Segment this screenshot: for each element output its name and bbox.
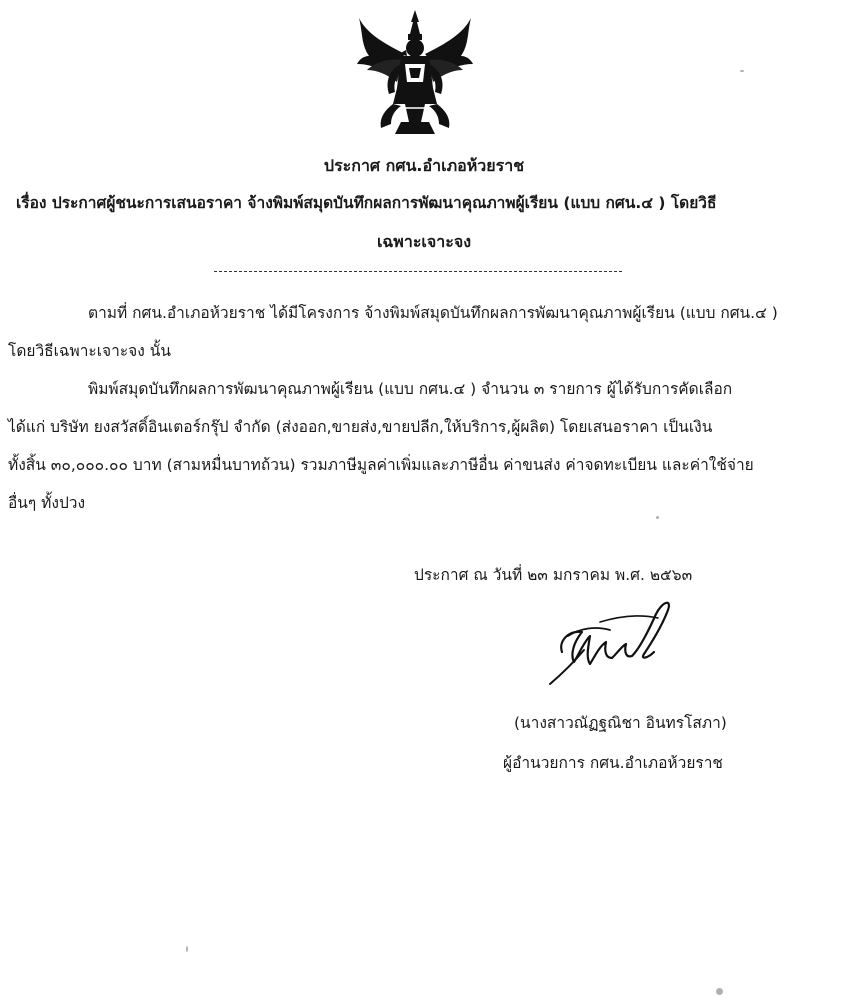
body-paragraph-1-line-1: ตามที่ กศน.อำเภอห้วยราช ได้มีโครงการ จ้างพิมพ์สมุดบันทึกผลการพัฒนาคุณภาพผู้เรียน (แบบ กศน.๔ ) <box>88 304 778 322</box>
scan-speck <box>656 516 659 519</box>
announcement-date: ประกาศ ณ วันที่ ๒๓ มกราคม พ.ศ. ๒๕๖๓ <box>414 566 693 584</box>
dashed-divider <box>214 271 622 272</box>
body-paragraph-2-line-3: ทั้งสิ้น ๓๐,๐๐๐.๐๐ บาท (สามหมื่นบาทถ้วน) รวมภาษีมูลค่าเพิ่มและภาษีอื่น ค่าขนส่ง ค่าจดทะเบียน และค่าใช้จ่าย <box>8 456 754 474</box>
scan-speck <box>740 70 744 72</box>
subject-line: เรื่อง ประกาศผู้ชนะการเสนอราคา จ้างพิมพ์สมุดบันทึกผลการพัฒนาคุณภาพผู้เรียน (แบบ กศน.๔ ) โดยวิธี <box>16 194 717 212</box>
signatory-name: (นางสาวณัฏฐณิชา อินทรโสภา) <box>514 714 727 732</box>
signatory-position: ผู้อำนวยการ กศน.อำเภอห้วยราช <box>503 754 723 772</box>
body-paragraph-2-line-4: อื่นๆ ทั้งปวง <box>8 494 86 512</box>
garuda-emblem-icon <box>345 4 485 144</box>
scan-speck <box>186 946 188 952</box>
scan-speck <box>716 988 723 995</box>
body-paragraph-2-line-2: ได้แก่ บริษัท ยงสวัสดิ์อินเตอร์กรุ๊ป จำกัด (ส่งออก,ขายส่ง,ขายปลีก,ให้บริการ,ผู้ผลิต) โดยเสนอราคา เป็นเงิน <box>8 418 713 436</box>
body-paragraph-1-line-2: โดยวิธีเฉพาะเจาะจง นั้น <box>8 342 171 360</box>
body-paragraph-2-line-1: พิมพ์สมุดบันทึกผลการพัฒนาคุณภาพผู้เรียน (แบบ กศน.๔ ) จำนวน ๓ รายการ ผู้ได้รับการคัดเลือก <box>88 380 733 398</box>
handwritten-signature <box>540 592 690 688</box>
announcement-title: ประกาศ กศน.อำเภอห้วยราช <box>323 156 525 175</box>
subject-line-continued: เฉพาะเจาะจง <box>376 232 472 251</box>
